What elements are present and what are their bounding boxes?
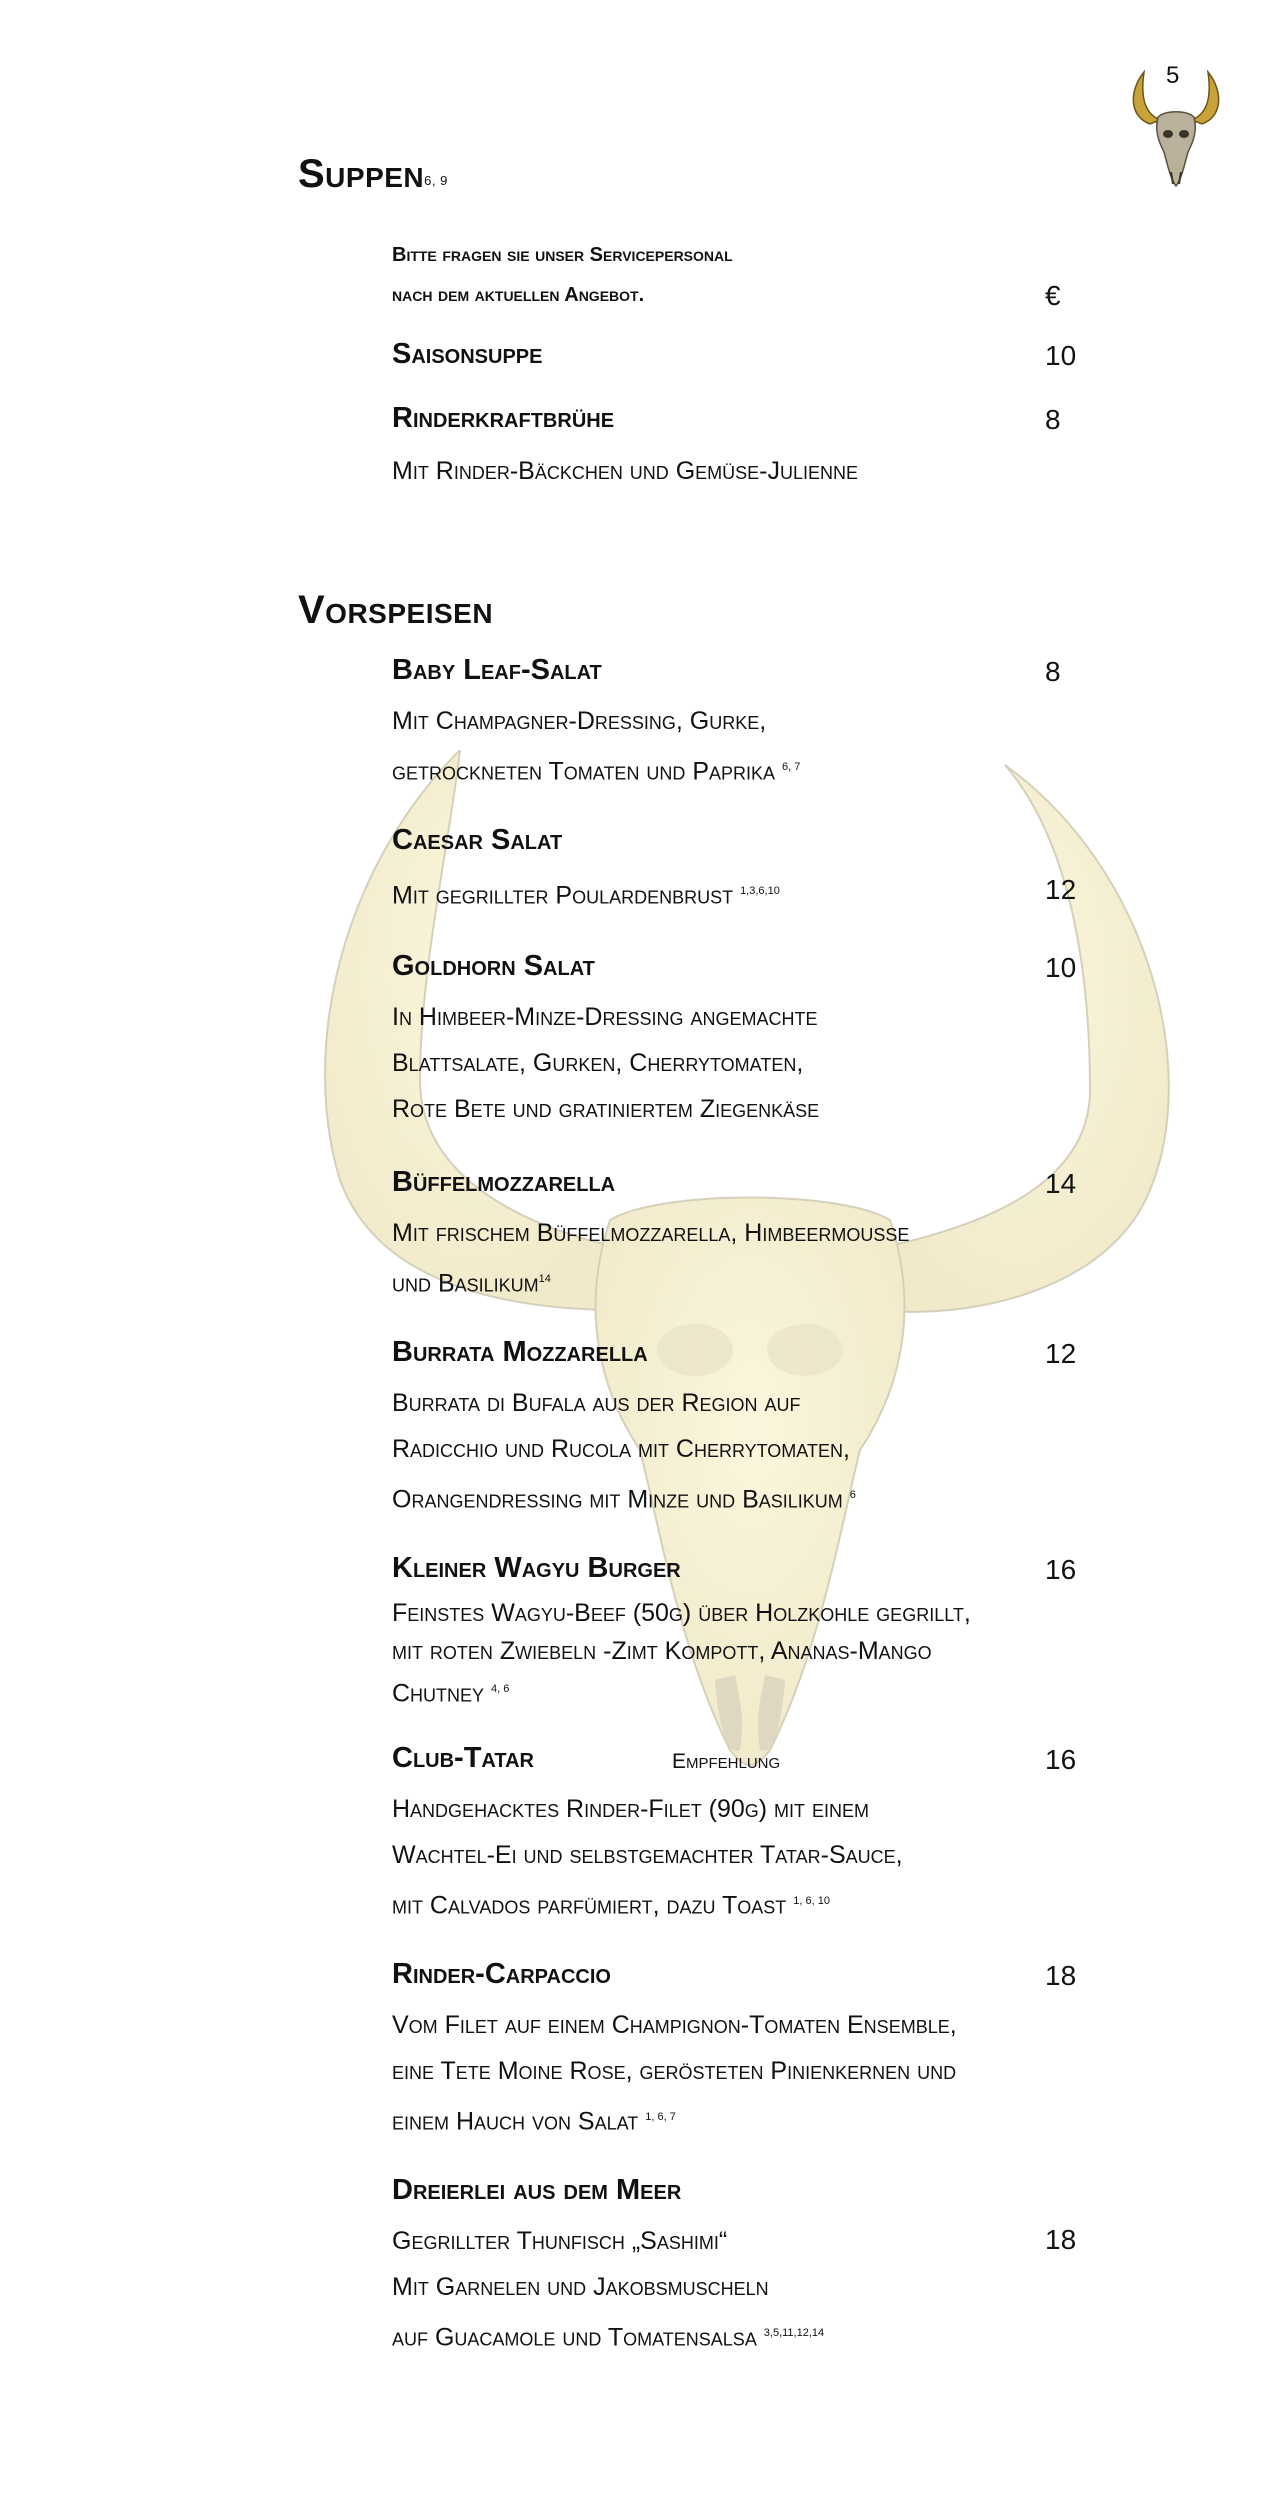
desc-line: Rote Bete und gratiniertem Ziegenkäse (392, 1095, 820, 1123)
desc-line: Handgehacktes Rinder-Filet (90g) mit einem (392, 1795, 869, 1823)
allergen-refs: 1, 6, 7 (645, 2111, 676, 2123)
desc-line: getrockneten Tomaten und Paprika (392, 757, 776, 786)
item-name: Rinder-Carpaccio (392, 1958, 611, 1990)
desc-line: Wachtel-Ei und selbstgemachter Tatar-Sauce, (392, 1841, 903, 1869)
item-price: 18 (1045, 1960, 1077, 1991)
item-price: 10 (1045, 340, 1077, 371)
desc-line: Chutney (392, 1679, 485, 1708)
service-note-line-2: nach dem aktuellen Angebot. (392, 284, 645, 306)
allergen-refs: 1,3,6,10 (740, 885, 780, 897)
item-price: 16 (1045, 1554, 1077, 1585)
desc-line: Feinstes Wagyu-Beef (50g) über Holzkohle gegrillt, (392, 1599, 971, 1627)
desc-line: Mit gegrillter Poulardenbrust (392, 881, 734, 910)
section-title-text: Suppen (298, 152, 425, 196)
item-price: 8 (1045, 404, 1061, 435)
desc-line: Gegrillter Thunfisch „Sashimi“ (392, 2227, 728, 2255)
item-description (392, 868, 780, 918)
desc-line: Mit frischem Büffelmozzarella, Himbeermousse (392, 1219, 910, 1247)
desc-line: In Himbeer-Minze-Dressing angemachte (392, 1003, 818, 1031)
item-price: 16 (1045, 1744, 1077, 1775)
desc-line: Burrata di Bufala aus der Region auf (392, 1389, 801, 1417)
allergen-refs: 3,5,11,12,14 (763, 2327, 825, 2339)
item-description (392, 994, 819, 1132)
desc-line: und Basilikum (392, 1269, 539, 1298)
item-name: Club-Tatar (392, 1742, 534, 1774)
item-description (392, 1786, 903, 1928)
desc-line: mit roten Zwiebeln -Zimt Kompott, Ananas-Mango (392, 1637, 932, 1665)
desc-line: Vom Filet auf einem Champignon-Tomaten Ensemble, (392, 2011, 957, 2039)
allergen-refs: 4, 6 (491, 1683, 510, 1695)
page-number: 5 (1166, 62, 1180, 89)
allergen-refs: 6, 7 (781, 761, 801, 773)
item-description (392, 2218, 824, 2360)
desc-line: Mit Champagner-Dressing, Gurke, (392, 707, 767, 735)
section-title-suppen (298, 152, 448, 197)
allergen-refs: 14 (538, 1273, 551, 1285)
item-description (392, 698, 800, 794)
item-name: Goldhorn Salat (392, 950, 595, 982)
desc-line: einem Hauch von Salat (392, 2107, 639, 2136)
item-name: Kleiner Wagyu Burger (392, 1552, 681, 1584)
item-price: 8 (1045, 656, 1061, 687)
item-price: 18 (1045, 2224, 1077, 2255)
item-description (392, 1380, 856, 1522)
item-description (392, 2002, 957, 2144)
item-price: 14 (1045, 1168, 1077, 1199)
desc-line: Mit Rinder-Bäckchen und Gemüse-Julienne (392, 457, 859, 485)
section-title-vorspeisen: Vorspeisen (298, 588, 494, 632)
desc-line: mit Calvados parfümiert, dazu Toast (392, 1891, 787, 1920)
item-price: 12 (1045, 1338, 1077, 1369)
desc-line: eine Tete Moine Rose, gerösteten Pinienkernen und (392, 2057, 957, 2085)
service-note-line-1: Bitte fragen sie unser Servicepersonal (392, 244, 733, 266)
recommendation-badge: Empfehlung (672, 1750, 781, 1773)
desc-line: auf Guacamole und Tomatensalsa (392, 2323, 757, 2352)
allergen-refs: 6 (849, 1489, 856, 1501)
item-name: Dreierlei aus dem Meer (392, 2174, 682, 2206)
item-name: Caesar Salat (392, 824, 563, 856)
item-name: Baby Leaf-Salat (392, 654, 602, 686)
item-name: Saisonsuppe (392, 338, 543, 370)
desc-line: Blattsalate, Gurken, Cherrytomaten, (392, 1049, 804, 1077)
currency-symbol: € (1045, 280, 1061, 311)
desc-line: Mit Garnelen und Jakobsmuscheln (392, 2273, 769, 2301)
item-description (392, 1594, 971, 1712)
item-name: Rinderkraftbrühe (392, 402, 615, 434)
item-price: 12 (1045, 874, 1077, 905)
item-name: Büffelmozzarella (392, 1166, 616, 1198)
allergen-refs: 6, 9 (424, 173, 448, 188)
item-name: Burrata Mozzarella (392, 1336, 648, 1368)
desc-line: Radicchio und Rucola mit Cherrytomaten, (392, 1435, 850, 1463)
allergen-refs: 1, 6, 10 (793, 1895, 830, 1907)
bull-skull-logo (1126, 62, 1226, 192)
item-price: 10 (1045, 952, 1077, 983)
item-description (392, 448, 858, 494)
item-description (392, 1210, 909, 1306)
desc-line: Orangendressing mit Minze und Basilikum (392, 1485, 843, 1514)
